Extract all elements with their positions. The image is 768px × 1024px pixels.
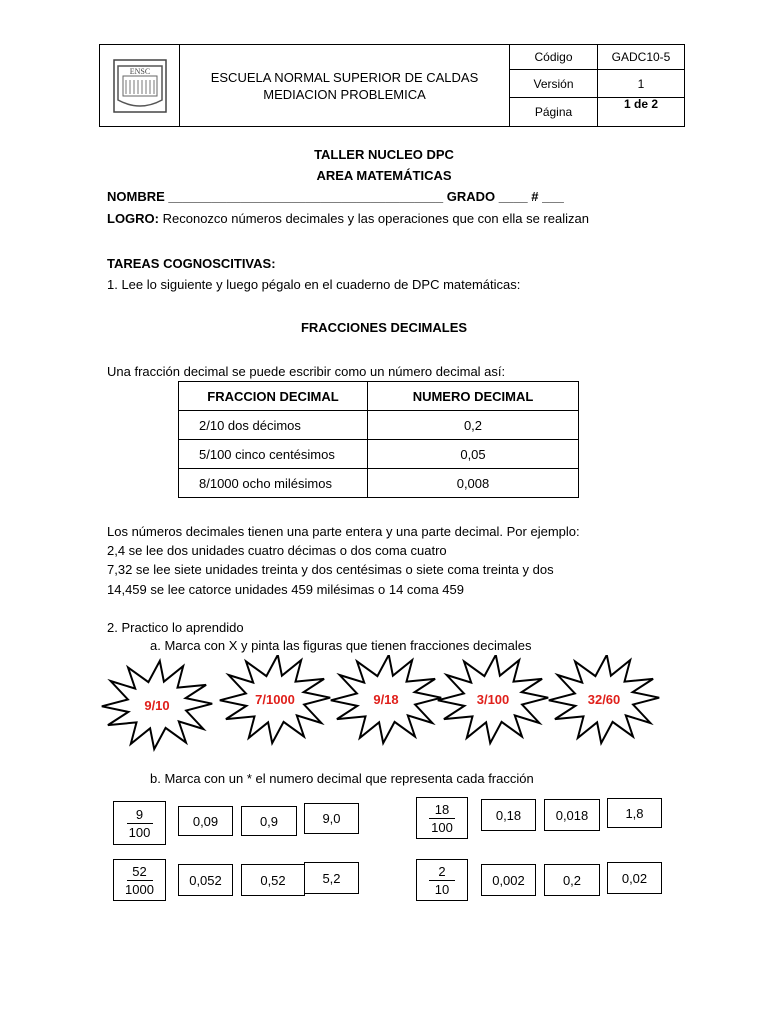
svg-text:ENSC: ENSC [129,66,150,76]
answer-option[interactable]: 0,2 [544,864,600,896]
tasks-heading: TAREAS COGNOSCITIVAS: [107,256,276,271]
star-label: 3/100 [476,692,510,707]
header-subtitle: MEDIACION PROBLEMICA [263,86,426,102]
fraction-numerator: 9 [135,806,144,822]
practice-a: a. Marca con X y pinta las figuras que tienen fracciones decimales [150,638,532,653]
version-value: 1 [637,76,645,91]
fraction-numerator: 18 [434,801,450,817]
answer-option[interactable]: 0,52 [241,864,305,896]
table-cell: 0,05 [368,440,579,469]
fraction-decimal-table [178,381,579,498]
table-row [179,469,579,498]
star-figure[interactable] [102,661,212,749]
fraction-numerator: 2 [438,863,446,879]
answer-option[interactable]: 5,2 [304,862,359,894]
answer-option[interactable]: 0,9 [241,806,297,836]
answer-option[interactable]: 0,002 [481,864,536,896]
school-title-cell [180,45,510,126]
fraction-box [113,859,166,901]
fraction-box [416,797,468,839]
answer-option[interactable]: 0,052 [178,864,233,896]
fraction-denominator: 1000 [125,881,154,897]
pagina-value: 1 de 2 [623,97,659,111]
version-label: Versión [533,76,574,91]
star-figure[interactable] [331,655,441,743]
answer-option[interactable]: 0,18 [481,799,536,831]
name-grade-line: NOMBRE ______________________________________ GRADO ____ # ___ [107,189,564,204]
document-header [99,44,685,127]
codigo-label: Código [534,50,573,64]
section-title: FRACCIONES DECIMALES [300,320,468,335]
answer-option[interactable]: 0,018 [544,799,600,831]
fraction-numerator: 52 [132,863,147,879]
star-figure[interactable] [549,655,659,743]
school-name: ESCUELA NORMAL SUPERIOR DE CALDAS [210,69,479,85]
intro-text: Una fracción decimal se puede escribir como un número decimal así: [107,364,506,379]
answer-option[interactable]: 0,02 [607,862,662,894]
fraction-box [113,801,166,845]
explanation-line-3: 7,32 se lee siete unidades treinta y dos centésimas o siete coma treinta y dos [107,562,554,577]
star-figure[interactable] [220,655,330,743]
subject-title: AREA MATEMÁTICAS [316,168,452,183]
explanation-line-1: Los números decimales tienen una parte entera y una parte decimal. Por ejemplo: [107,524,580,539]
star-label: 32/60 [587,692,621,707]
logro-line [107,211,589,227]
table-row [179,440,579,469]
star-label: 9/18 [373,692,399,707]
table-header-row [179,382,579,411]
col-header-numero: NUMERO DECIMAL [368,382,579,411]
star-label: 9/10 [144,698,170,713]
school-logo-cell [100,45,180,126]
pagina-label: Página [534,105,573,119]
table-cell: 0,008 [368,469,579,498]
fraction-denominator: 100 [128,824,151,840]
fraction-denominator: 10 [434,881,450,897]
task-item-1: 1. Lee lo siguiente y luego pégalo en el cuaderno de DPC matemáticas: [107,277,521,292]
codigo-value: GADC10-5 [611,50,671,64]
table-cell: 0,2 [368,411,579,440]
logro-text: Reconozco números decimales y las operaciones que con ella se realizan [159,211,589,226]
table-cell: 5/100 cinco centésimos [179,440,368,469]
worksheet-title: TALLER NUCLEO DPC [314,147,454,162]
explanation-line-4: 14,459 se lee catorce unidades 459 milésimas o 14 coma 459 [107,582,464,597]
star-label: 7/1000 [255,692,295,707]
stars-row [100,655,700,760]
answer-option[interactable]: 9,0 [304,803,359,834]
practice-b: b. Marca con un * el numero decimal que representa cada fracción [150,771,534,786]
table-cell: 8/1000 ocho milésimos [179,469,368,498]
answer-option[interactable]: 1,8 [607,798,662,828]
table-cell: 2/10 dos décimos [179,411,368,440]
school-logo-icon [110,56,170,116]
star-figure[interactable] [438,655,548,743]
fraction-denominator: 100 [431,819,453,835]
table-row [179,411,579,440]
practice-item-2: 2. Practico lo aprendido [107,620,244,635]
col-header-fraccion: FRACCION DECIMAL [179,382,368,411]
logro-label: LOGRO: [107,211,159,226]
answer-option[interactable]: 0,09 [178,806,233,836]
fraction-box [416,859,468,901]
explanation-line-2: 2,4 se lee dos unidades cuatro décimas o dos coma cuatro [107,543,447,558]
